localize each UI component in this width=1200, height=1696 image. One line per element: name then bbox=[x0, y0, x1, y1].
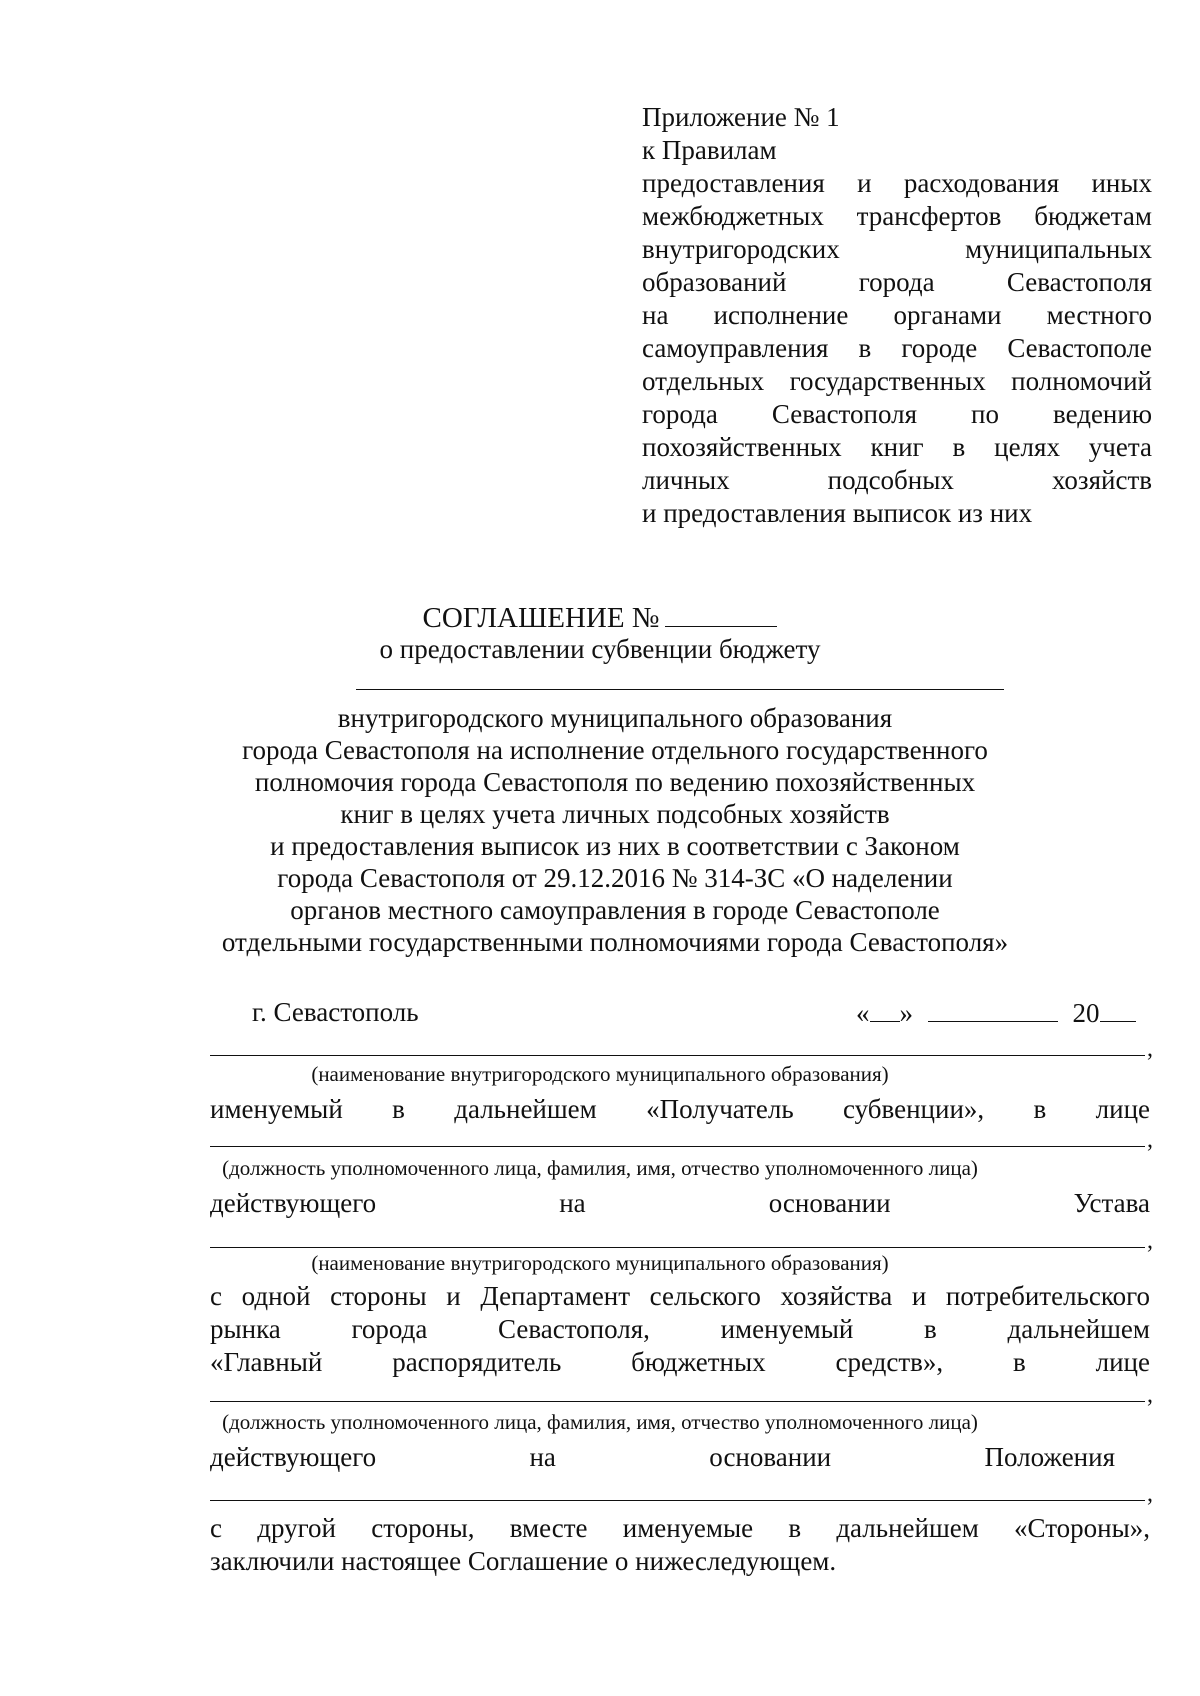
appendix-line: межбюджетных трансфертов бюджетам bbox=[642, 201, 1152, 231]
description-line: отдельными государственными полномочиями города Севастополя» bbox=[221, 927, 1009, 957]
month-blank[interactable] bbox=[928, 997, 1058, 1022]
open-quote: « bbox=[856, 998, 870, 1028]
appendix-header bbox=[642, 101, 1152, 530]
body-line-recipient: именуемый в дальнейшем «Получатель субвенции», в лице bbox=[210, 1094, 1150, 1124]
city-label: г. Севастополь bbox=[252, 997, 419, 1027]
body-line-concluded: заключили настоящее Соглашение о нижеследующем. bbox=[210, 1546, 837, 1576]
appendix-line: внутригородских муниципальных bbox=[642, 234, 1152, 264]
appendix-line: к Правилам bbox=[642, 135, 777, 165]
caption-official: (должность уполномоченного лица, фамилия, имя, отчество уполномоченного лица) bbox=[222, 1156, 978, 1180]
comma: , bbox=[1147, 1228, 1153, 1254]
appendix-line: самоуправления в городе Севастополе bbox=[642, 333, 1152, 363]
description-line: города Севастополя от 29.12.2016 № 314-ЗС «О наделении bbox=[277, 863, 953, 893]
caption-municipality: (наименование внутригородского муниципального образования) bbox=[311, 1251, 889, 1275]
comma: , bbox=[1147, 1036, 1153, 1062]
body-line-main-manager: «Главный распорядитель бюджетных средств», в лице bbox=[210, 1347, 1150, 1377]
appendix-line: города Севастополя по ведению bbox=[642, 399, 1152, 429]
recipient-name-blank[interactable] bbox=[210, 1055, 1145, 1056]
description-line: органов местного самоуправления в городе Севастополе bbox=[290, 895, 940, 925]
regulation-blank[interactable] bbox=[210, 1500, 1145, 1501]
close-quote: » bbox=[899, 998, 913, 1028]
agreement-description bbox=[200, 702, 1030, 958]
appendix-line: образований города Севастополя bbox=[642, 267, 1152, 297]
body-line-market: рынка города Севастополя, именуемый в дальнейшем bbox=[210, 1314, 1150, 1344]
agreement-subtitle: о предоставлении субвенции бюджету bbox=[379, 634, 821, 664]
year-blank[interactable] bbox=[1100, 997, 1136, 1022]
comma: , bbox=[1147, 1382, 1153, 1408]
caption-municipality: (наименование внутригородского муниципального образования) bbox=[311, 1062, 889, 1086]
appendix-line: личных подсобных хозяйств bbox=[642, 465, 1152, 495]
appendix-line: на исполнение органами местного bbox=[642, 300, 1152, 330]
body-line-other-side: с другой стороны, вместе именуемые в дальнейшем «Стороны», bbox=[210, 1513, 1150, 1543]
caption-official: (должность уполномоченного лица, фамилия, имя, отчество уполномоченного лица) bbox=[222, 1410, 978, 1434]
description-line: внутригородского муниципального образования bbox=[337, 703, 893, 733]
appendix-line: похозяйственных книг в целях учета bbox=[642, 432, 1152, 462]
description-line: и предоставления выписок из них в соответствии с Законом bbox=[270, 831, 960, 861]
description-line: города Севастополя на исполнение отдельного государственного bbox=[242, 735, 988, 765]
recipient-official-blank[interactable] bbox=[210, 1146, 1145, 1147]
budget-name-blank[interactable] bbox=[356, 689, 1004, 690]
appendix-line: предоставления и расходования иных bbox=[642, 168, 1152, 198]
body-line-one-side: с одной стороны и Департамент сельского хозяйства и потребительского bbox=[210, 1281, 1150, 1311]
comma: , bbox=[1147, 1127, 1153, 1153]
year-prefix: 20 bbox=[1072, 998, 1100, 1028]
day-blank[interactable] bbox=[870, 997, 900, 1022]
description-line: книг в целях учета личных подсобных хозяйств bbox=[340, 799, 890, 829]
agreement-title-text: СОГЛАШЕНИЕ № bbox=[422, 602, 660, 634]
agreement-title bbox=[0, 600, 1200, 635]
appendix-line: Приложение № 1 bbox=[642, 102, 840, 132]
description-line: полномочия города Севастополя по ведению похозяйственных bbox=[254, 767, 976, 797]
agreement-number-blank[interactable] bbox=[665, 600, 777, 627]
appendix-line: отдельных государственных полномочий bbox=[642, 366, 1152, 396]
manager-official-blank[interactable] bbox=[210, 1401, 1145, 1402]
comma: , bbox=[1147, 1481, 1153, 1507]
body-line-charter: действующего на основании Устава bbox=[210, 1188, 1150, 1218]
charter-municipality-blank[interactable] bbox=[210, 1247, 1145, 1248]
body-line-regulation: действующего на основании Положения bbox=[210, 1442, 1115, 1472]
date-field bbox=[856, 997, 1136, 1029]
appendix-line: и предоставления выписок из них bbox=[642, 498, 1033, 528]
